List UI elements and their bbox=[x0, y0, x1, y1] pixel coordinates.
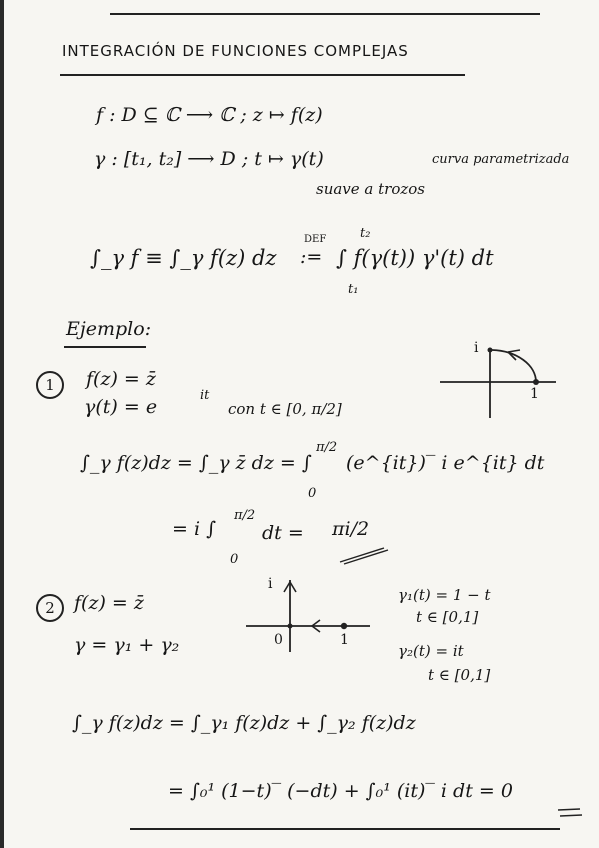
example-1-step2-upper: π/2 bbox=[234, 508, 256, 523]
final-double-underline bbox=[558, 806, 584, 820]
page-title: INTEGRACIÓN DE FUNCIONES COMPLEJAS bbox=[62, 42, 409, 60]
example-2-number: 2 bbox=[36, 594, 64, 622]
example-1-step2-lower: 0 bbox=[230, 552, 239, 567]
final-underline-1 bbox=[558, 809, 580, 810]
example-2-path-figure bbox=[246, 576, 376, 656]
quarter-arc bbox=[492, 350, 536, 382]
def-symbol: := bbox=[300, 246, 323, 268]
example-2-function: f(z) = z̄ bbox=[74, 592, 144, 614]
example-1-fig-label-i: i bbox=[474, 340, 479, 356]
integral-lower-limit: t₁ bbox=[348, 282, 359, 297]
gamma1-definition: γ₁(t) = 1 − t bbox=[398, 586, 491, 604]
integral-upper-limit: t₂ bbox=[360, 226, 371, 241]
point-i bbox=[488, 348, 493, 353]
point-one bbox=[533, 379, 539, 385]
example-underline bbox=[64, 346, 146, 348]
example-1-quarter-circle-figure bbox=[440, 340, 560, 430]
example-1-number: 1 bbox=[36, 371, 64, 399]
curve-smooth-note: suave a trozos bbox=[316, 180, 425, 198]
example-1-upper-limit: π/2 bbox=[316, 440, 338, 455]
integral-lhs: ∫_γ f ≡ ∫_γ f(z) dz bbox=[90, 246, 277, 270]
example-2-fig-label-i: i bbox=[268, 576, 273, 592]
gamma2-domain: t ∈ [0,1] bbox=[428, 666, 491, 684]
example-1-curve-exponent: it bbox=[200, 388, 210, 403]
final-underline-2 bbox=[560, 815, 582, 816]
curve-definition: γ : [t₁, t₂] ⟶ D ; t ↦ γ(t) bbox=[94, 148, 324, 170]
page-binding-edge bbox=[0, 0, 4, 848]
point-one bbox=[341, 623, 347, 629]
example-1-integral: ∫_γ f(z)dz = ∫_γ z̄ dz = ∫ bbox=[80, 452, 312, 474]
origin-point bbox=[288, 624, 293, 629]
example-1-step2-rest: dt = bbox=[262, 522, 304, 544]
example-1-integrand: (e^{it})‾ i e^{it} dt bbox=[346, 452, 545, 474]
integral-rhs: ∫ f(γ(t)) γ'(t) dt bbox=[336, 246, 494, 270]
example-1-lower-limit: 0 bbox=[308, 486, 317, 501]
gamma1-domain: t ∈ [0,1] bbox=[416, 608, 479, 626]
example-1-domain: con t ∈ [0, π/2] bbox=[228, 400, 342, 418]
example-1-function: f(z) = z̄ bbox=[86, 368, 156, 390]
bottom-rule bbox=[130, 828, 560, 830]
example-2-fig-label-0: 0 bbox=[274, 632, 283, 648]
result-double-underline bbox=[340, 546, 390, 564]
def-label: DEF bbox=[304, 234, 327, 245]
example-1-fig-label-1: 1 bbox=[530, 386, 539, 402]
example-1-result: πi/2 bbox=[332, 518, 370, 540]
underline-stroke-1 bbox=[340, 548, 384, 562]
example-heading: Ejemplo: bbox=[66, 318, 152, 340]
title-underline bbox=[60, 74, 465, 76]
example-2-fig-label-1: 1 bbox=[340, 632, 349, 648]
gamma2-definition: γ₂(t) = it bbox=[398, 642, 464, 660]
underline-stroke-2 bbox=[344, 550, 388, 564]
curve-note: curva parametrizada bbox=[432, 152, 570, 167]
example-2-curve: γ = γ₁ + γ₂ bbox=[74, 634, 180, 656]
example-1-curve: γ(t) = e bbox=[84, 396, 158, 418]
example-2-result: = ∫₀¹ (1−t)‾ (−dt) + ∫₀¹ (it)‾ i dt = 0 bbox=[168, 780, 513, 802]
example-1-step2: = i ∫ bbox=[172, 518, 216, 540]
top-rule bbox=[110, 13, 540, 15]
example-2-integral: ∫_γ f(z)dz = ∫_γ₁ f(z)dz + ∫_γ₂ f(z)dz bbox=[72, 712, 416, 734]
function-definition: f : D ⊆ ℂ ⟶ ℂ ; z ↦ f(z) bbox=[96, 104, 323, 126]
